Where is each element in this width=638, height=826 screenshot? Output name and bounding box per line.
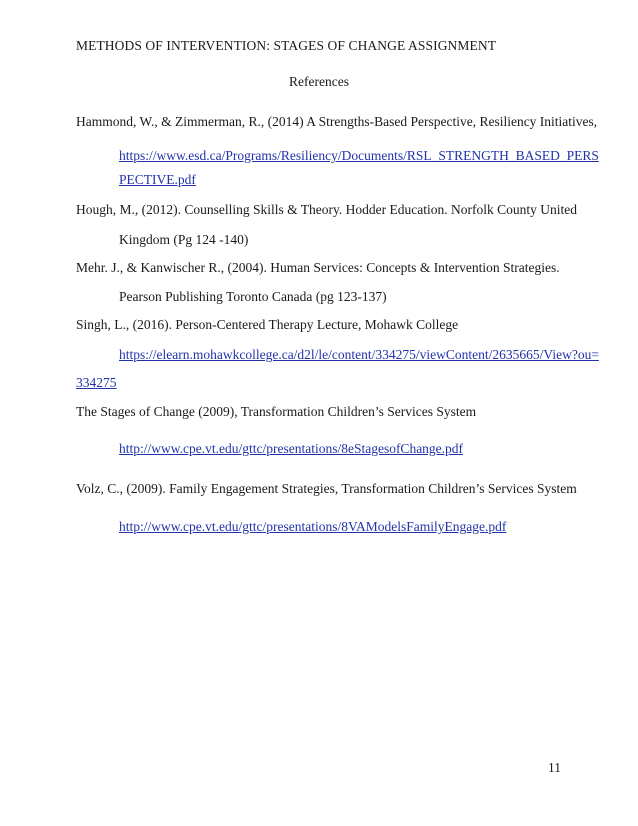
reference-singh-link[interactable]: https://elearn.mohawkcollege.ca/d2l/le/content/334275/viewContent/2635665/View?ou= xyxy=(119,347,599,362)
reference-hough-citation: Hough, M., (2012). Counselling Skills & Theory. Hodder Education. Norfolk County United xyxy=(76,202,577,217)
reference-stages-link[interactable]: http://www.cpe.vt.edu/gttc/presentations/8eStagesofChange.pdf xyxy=(119,441,464,456)
reference-mehr-continuation: Pearson Publishing Toronto Canada (pg 123-137) xyxy=(119,289,387,304)
reference-volz-citation: Volz, C., (2009). Family Engagement Strategies, Transformation Children’s Services System xyxy=(76,481,577,496)
reference-singh-citation: Singh, L., (2016). Person-Centered Therapy Lecture, Mohawk College xyxy=(76,317,459,332)
references-title: References xyxy=(289,74,349,89)
reference-volz-link[interactable]: http://www.cpe.vt.edu/gttc/presentations/8VAModelsFamilyEngage.pdf xyxy=(119,519,507,534)
reference-hammond-link[interactable]: https://www.esd.ca/Programs/Resiliency/Documents/RSL_STRENGTH_BASED_PERS xyxy=(119,148,599,163)
reference-hough-continuation: Kingdom (Pg 124 -140) xyxy=(119,232,249,247)
reference-hammond-citation: Hammond, W., & Zimmerman, R., (2014) A Strengths-Based Perspective, Resiliency Initiatives, xyxy=(76,114,598,129)
page-number: 11 xyxy=(548,760,561,775)
running-head: METHODS OF INTERVENTION: STAGES OF CHANGE ASSIGNMENT xyxy=(76,38,497,53)
reference-mehr-citation: Mehr. J., & Kanwischer R., (2004). Human Services: Concepts & Intervention Strategies. xyxy=(76,260,560,275)
reference-hammond-link-continued[interactable]: PECTIVE.pdf xyxy=(119,172,196,187)
reference-stages-citation: The Stages of Change (2009), Transformation Children’s Services System xyxy=(76,404,477,419)
reference-singh-link-continued[interactable]: 334275 xyxy=(76,375,117,390)
